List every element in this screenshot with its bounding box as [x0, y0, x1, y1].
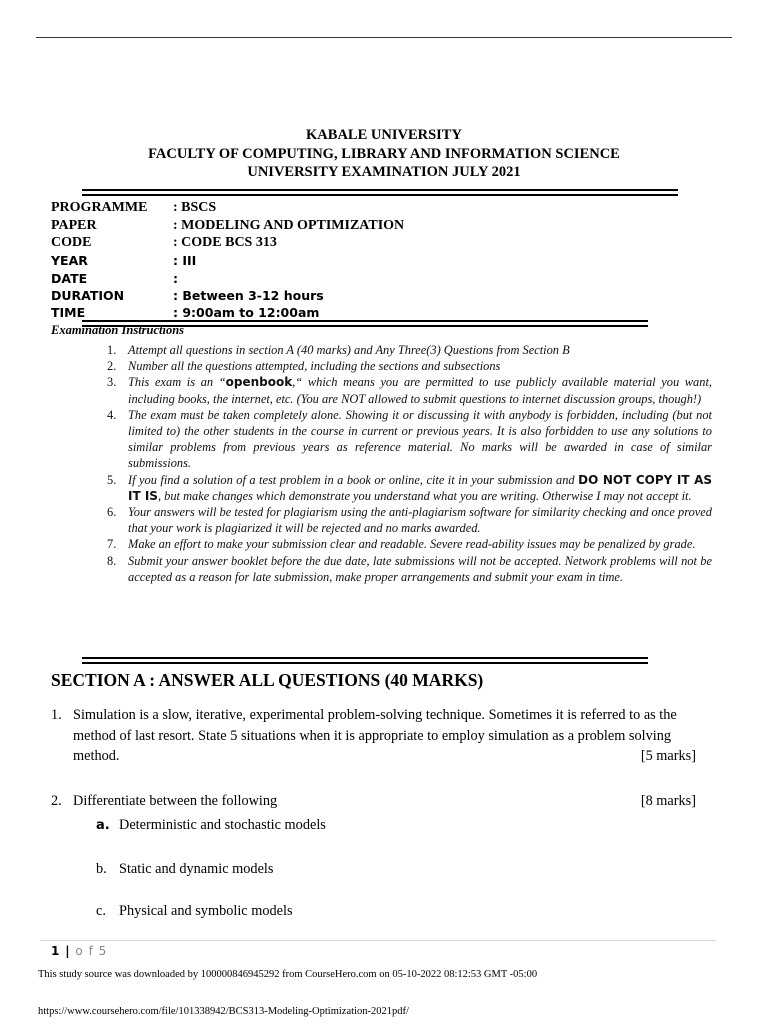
download-note: This study source was downloaded by 100000846945292 from CourseHero.com on 05-10-2022 08:12:53 GMT -05:00 — [38, 969, 538, 980]
instruction-item — [107, 407, 712, 472]
instructions-list — [107, 342, 713, 585]
question-1-marks: [5 marks] — [640, 748, 696, 764]
instruction-text: The exam must be taken completely alone. Showing it or discussing it with anybody is forbidden, including (but not limited to) the other students in the course in current or previous years. It is also forbidden to use any solutions to similar problems from previous years as reference material. No marks will be awarded in case of similar submissions. — [128, 407, 712, 471]
question-2-part-c-label: c. — [96, 903, 106, 919]
detail-value: : — [173, 271, 178, 286]
instruction-number: 3. — [107, 375, 117, 390]
instruction-number: 5. — [107, 472, 117, 487]
instruction-text-post: ,“ which means you are permitted to use publicly available material you want, including books, the internet, etc. (You are NOT allowed to submit questions to internet discussion groups, though!) — [128, 375, 712, 406]
header-double-rule — [82, 189, 678, 196]
instruction-number: 7. — [107, 537, 117, 552]
instruction-number: 8. — [107, 553, 117, 568]
instruction-text-bold: DO NOT COPY IT AS IT IS — [128, 472, 713, 503]
instructions-title: Examination Instructions — [51, 323, 185, 337]
instruction-text: Your answers will be tested for plagiarism using the anti-plagiarism software for similarity checking and once proved that your work is plagiarized it will be rejected and no marks awarded. — [128, 505, 712, 536]
instruction-text-pre: This exam is an “ — [128, 375, 226, 390]
instruction-text: Number all the questions attempted, including the sections and subsections — [128, 359, 501, 374]
instruction-number: 1. — [107, 343, 117, 357]
question-2-marks: [8 marks] — [640, 793, 696, 809]
instruction-text: Submit your answer booklet before the due date, late submissions will not be accepted. Network problems will not be accepted as a reason for late submission, make proper arrangements and submit your exam in time. — [128, 553, 712, 584]
detail-value: : III — [173, 253, 197, 268]
page-number: 1 | o f 5 — [51, 944, 108, 958]
detail-label: TIME — [51, 305, 86, 320]
instruction-text-bold: openbook — [225, 375, 293, 390]
source-url: https://www.coursehero.com/file/101338942/BCS313-Modeling-Optimization-2021pdf/ — [38, 1006, 409, 1017]
instruction-number: 6. — [107, 505, 117, 520]
instruction-item — [107, 472, 713, 504]
instruction-number: 2. — [107, 359, 117, 374]
question-2-part-b: Static and dynamic models — [119, 861, 274, 877]
current-page: 1 — [51, 944, 61, 958]
total-pages: o f 5 — [75, 944, 108, 958]
instruction-item — [107, 553, 712, 585]
instruction-item — [107, 358, 712, 374]
detail-value: : CODE BCS 313 — [173, 235, 277, 250]
detail-label: YEAR — [51, 253, 88, 268]
detail-label: DATE — [51, 271, 88, 286]
detail-label: PROGRAMME — [51, 200, 148, 215]
section-a-title: SECTION A : ANSWER ALL QUESTIONS (40 MARKS) — [51, 670, 484, 690]
question-2-part-a-label: a. — [96, 818, 110, 833]
question-1 — [73, 705, 713, 767]
exam-title: UNIVERSITY EXAMINATION JULY 2021 — [247, 164, 521, 180]
detail-label: CODE — [51, 235, 92, 250]
university-name: KABALE UNIVERSITY — [306, 127, 462, 143]
detail-label: DURATION — [51, 288, 125, 303]
question-2-part-c: Physical and symbolic models — [119, 903, 293, 919]
instruction-number: 4. — [107, 407, 117, 422]
question-2 — [73, 791, 696, 812]
question-2-part-a: Deterministic and stochastic models — [119, 817, 326, 833]
question-2-part-b-label: b. — [96, 861, 107, 877]
detail-value: : 9:00am to 12:00am — [173, 305, 320, 320]
question-1-line-3: method. — [73, 748, 120, 764]
instruction-text-post: , but make changes which demonstrate you understand what you are writing. Otherwise I may not accept it. — [157, 488, 692, 503]
question-1-line-1: Simulation is a slow, iterative, experimental problem-solving technique. Sometimes it is referred to as the — [73, 707, 677, 723]
instruction-text: Make an effort to make your submission clear and readable. Severe read-ability issues may be penalized by grade. — [128, 537, 696, 552]
instruction-item — [107, 536, 712, 552]
question-2-text: Differentiate between the following — [73, 793, 278, 809]
instruction-item — [107, 504, 712, 536]
footer-rule — [40, 940, 716, 941]
detail-value: : Between 3-12 hours — [173, 288, 324, 303]
detail-value: : BSCS — [173, 200, 217, 215]
instructions-double-rule — [82, 657, 648, 664]
instruction-text-pre: If you find a solution of a test problem in a book or online, cite it in your submission and — [128, 472, 579, 487]
question-1-line-2: method of last resort. State 5 situations when it is appropriate to employ simulation as a problem solving — [73, 727, 671, 744]
question-2-number: 2. — [51, 793, 62, 809]
question-1-number: 1. — [51, 707, 62, 723]
top-rule — [36, 37, 732, 38]
detail-label: PAPER — [51, 218, 97, 233]
instruction-item — [107, 374, 712, 406]
instruction-item — [107, 342, 712, 358]
detail-value: : MODELING AND OPTIMIZATION — [173, 218, 405, 233]
faculty-name: FACULTY OF COMPUTING, LIBRARY AND INFORMATION SCIENCE — [148, 146, 620, 162]
instruction-text: Attempt all questions in section A (40 marks) and Any Three(3) Questions from Section B — [128, 343, 570, 357]
